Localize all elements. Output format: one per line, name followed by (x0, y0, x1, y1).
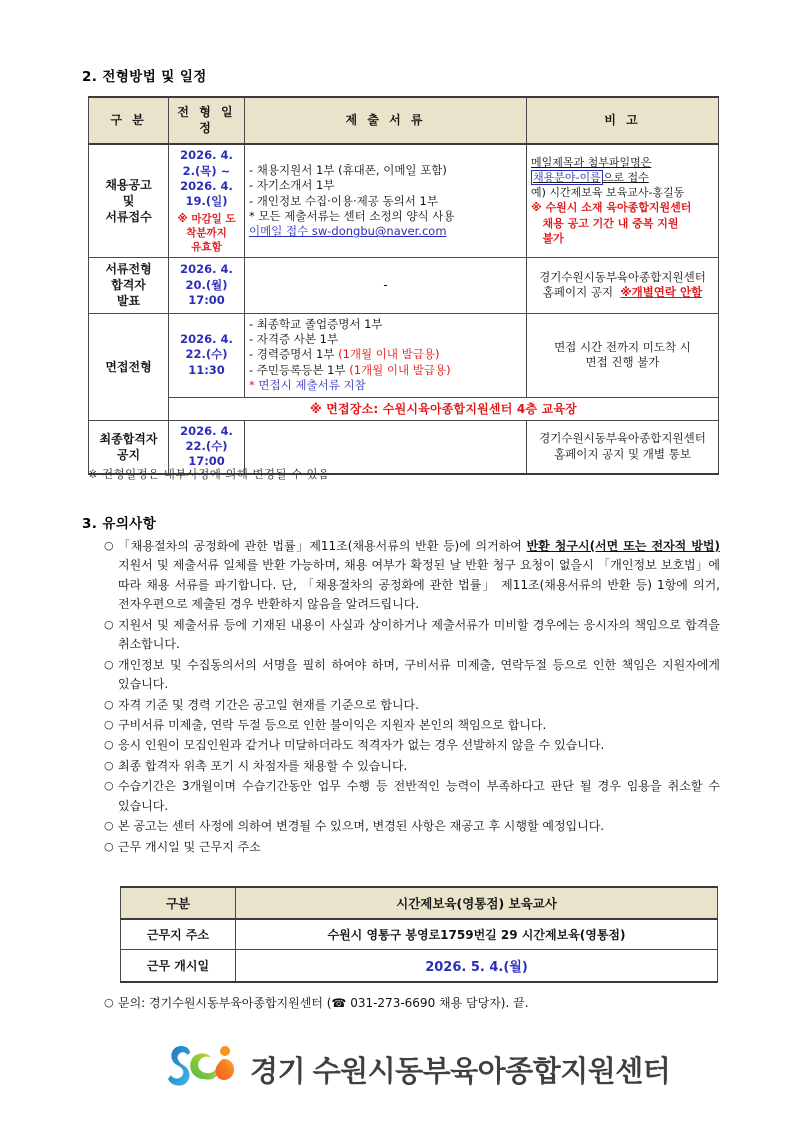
circle-bullet-icon: ○ (104, 617, 114, 631)
list-item (104, 736, 720, 755)
cell-category (89, 258, 169, 313)
interview-bring-note: 면접시 제출서류 지참 (258, 378, 366, 393)
cell-documents (245, 144, 527, 258)
selection-schedule-table (88, 96, 719, 475)
table-header-row (89, 97, 719, 144)
cell-schedule (169, 144, 245, 258)
schedule-deadline-warning: ※ 마감일 도착분까지 유효함 (177, 212, 236, 254)
circle-bullet-icon: ○ (104, 819, 114, 833)
notice-pre: 「채용절차의 공정화에 관한 법률」제11조(채용서류의 반환 등)에 의거하여 (118, 539, 527, 553)
remark-boxed-tag: 채용분야-이름 (533, 170, 601, 184)
category-line-1: 채용공고 (105, 178, 152, 193)
notice-text: 지원서 및 제출서류 등에 기재된 내용이 사실과 상이하거나 제출서류가 미비할 경우에는 응시자의 책임으로 합격을 취소합니다. (118, 617, 720, 652)
circle-bullet-icon: ○ (104, 779, 114, 793)
logo-person-body (216, 1059, 235, 1080)
document-item (249, 378, 522, 393)
category-line-2: 합격자 (111, 278, 146, 293)
document-note: (1개월 이내 발급용) (349, 362, 451, 377)
logo-person-head (220, 1046, 230, 1056)
remark-line-2: 채용분야-이름 으로 접수 (533, 170, 649, 184)
notice-text (118, 537, 720, 615)
notice-post: 지원서 및 제출서류 일체를 반환 가능하며, 채용 여부가 확정된 날 반환 청구 요청이 없을시 「개인정보 보호법」에 따라 채용 서류를 파기합니다. 단, 「채용절차의 공정화에 관한 법률」 제11조(채용서류의 반환 등) 1항에 의거, 전자우편으로 제출된 경우 반환하지 않음을 알려드립니다. (118, 558, 720, 612)
cell-schedule (169, 313, 245, 397)
document-item: * 모든 제출서류는 센터 소정의 양식 사용 (249, 208, 455, 223)
notice-text: 최종 합격자 위촉 포기 시 차점자를 채용할 수 있습니다. (118, 758, 408, 773)
contact-text (118, 994, 529, 1011)
list-item (104, 838, 720, 857)
col-header-documents: 제 출 서 류 (245, 97, 527, 144)
logo-text: 경기 수원시동부육아종합지원센터 (250, 1055, 671, 1088)
table-row (89, 313, 719, 397)
category-line-3: 발표 (116, 294, 141, 309)
remark-line-3: 예) 시간제보육 보육교사-홍길동 (531, 185, 685, 199)
notice-emphasis: 반환 청구시(서면 또는 전자적 방법) (526, 539, 720, 553)
cell-schedule (169, 258, 245, 313)
table-header-row (121, 887, 718, 919)
category-line-1: 최종합격자 (99, 431, 158, 446)
schedule-date: 2026. 4. 22.(수) (180, 331, 233, 362)
remark-line-1: 경기수원시동부육아종합지원센터 (539, 431, 706, 446)
list-item (104, 537, 720, 615)
table-row (89, 258, 719, 313)
schedule-date: 2026. 4. 22.(수) (180, 423, 233, 454)
notice-text: 구비서류 미제출, 연락 두절 등으로 인한 불이익은 지원자 본인의 책임으로 합니다. (118, 717, 547, 732)
row-label-work-address: 근무지 주소 (121, 919, 236, 950)
row-label-start-date: 근무 개시일 (121, 950, 236, 983)
col-header-remarks: 비 고 (527, 97, 719, 144)
document-item: - 주민등록등본 1부 (1개월 이내 발급용) (249, 362, 451, 377)
document-item: - 개인정보 수집·이용·제공 동의서 1부 (249, 193, 438, 208)
cell-documents (245, 313, 527, 397)
category-line-3: 서류접수 (105, 210, 152, 225)
list-item (104, 817, 720, 836)
remark-line-2: 면접 진행 불가 (585, 355, 660, 370)
section-heading-notices: 3. 유의사항 (82, 516, 157, 532)
col-header-schedule: 전 형 일 정 (169, 97, 245, 144)
document-item: - 자격증 사본 1부 (249, 331, 339, 346)
row-value-work-address: 수원시 영통구 봉영로1759번길 29 시간제보육(영통점) (236, 919, 718, 950)
circle-bullet-icon: ○ (104, 738, 114, 752)
list-item (104, 616, 720, 655)
circle-bullet-icon: ○ (104, 758, 114, 772)
document-item: - 채용지원서 1부 (휴대폰, 이메일 포함) (249, 162, 447, 177)
remark-line-2: 홈페이지 공지 ※개별연락 안함 (542, 285, 703, 300)
center-logo (168, 1043, 670, 1095)
table-row (89, 397, 719, 420)
remark-line-1: 경기수원시동부육아종합지원센터 (539, 270, 706, 284)
email-submission-link[interactable]: 이메일 접수 sw-dongbu@naver.com (249, 224, 447, 239)
schedule-time: 17:00 (188, 454, 225, 469)
contact-prefix: 문의: 경기수원시동부육아종합지원센터 ( (118, 996, 332, 1010)
schedule-time: 17:00 (188, 293, 225, 308)
table-row (121, 950, 718, 983)
category-label: 면접전형 (105, 359, 152, 374)
sco-logo-icon (168, 1043, 242, 1095)
schedule-time: 11:30 (188, 362, 225, 377)
contact-line (104, 994, 529, 1012)
remark-no-individual-contact: ※개별연락 안함 (620, 285, 703, 300)
circle-bullet-icon: ○ (104, 697, 114, 711)
section-heading-schedule: 2. 전형방법 및 일정 (82, 69, 207, 85)
document-item: - 최종학교 졸업증명서 1부 (249, 316, 383, 331)
notice-text: 본 공고는 센터 사정에 의하여 변경될 수 있으며, 변경된 사항은 재공고 후 시행할 예정입니다. (118, 819, 605, 834)
schedule-date-start: 2026. 4. 2.(목) ~ (180, 148, 233, 178)
col-header-position: 시간제보육(영통점) 보육교사 (236, 887, 718, 919)
remark-line-1: 면접 시간 전까지 미도착 시 (554, 339, 691, 354)
circle-bullet-icon: ○ (104, 539, 114, 552)
cell-interview-venue: ※ 면접장소: 수원시육아종합지원센터 4층 교육장 (169, 397, 719, 420)
work-info-table (120, 886, 718, 983)
contact-phone: 031-273-6690 채용 담당자). (346, 996, 510, 1010)
schedule-date: 2026. 4. 20.(월) (180, 262, 233, 292)
list-item (104, 777, 720, 816)
table-row (121, 919, 718, 950)
contact-end: 끝. (509, 996, 529, 1010)
notice-text: 응시 인원이 모집인원과 같거나 미달하더라도 적격자가 없는 경우 선발하지 않을 수 있습니다. (118, 738, 605, 753)
list-item (104, 696, 720, 715)
list-item (104, 716, 720, 735)
remark-line-2: 홈페이지 공지 및 개별 통보 (554, 446, 691, 461)
list-item (104, 757, 720, 776)
asterisk-icon: * (249, 378, 255, 393)
notice-text-work-info: 근무 개시일 및 근무지 주소 (118, 839, 261, 854)
schedule-date-end: 2026. 4. 19.(일) (180, 178, 233, 209)
document-note: (1개월 이내 발급용) (338, 347, 440, 362)
category-line-2: 및 (122, 194, 135, 209)
notice-text: 수습기간은 3개월이며 수습기간동안 업무 수행 등 전반적인 능력이 부족하다고 판단 될 경우 임용을 취소할 수 있습니다. (118, 779, 720, 813)
col-header-category: 구분 (121, 887, 236, 919)
notice-list (104, 537, 720, 858)
phone-icon: ☎ (331, 996, 347, 1010)
col-header-category: 구 분 (89, 97, 169, 144)
cell-documents: - (245, 258, 527, 313)
document-item: - 자기소개서 1부 (249, 178, 335, 193)
category-line-2: 공지 (116, 447, 141, 462)
circle-bullet-icon: ○ (104, 717, 114, 731)
notice-text: 개인정보 및 수집동의서의 서명을 필히 하여야 하며, 구비서류 미제출, 연락두절 등으로 인한 책임은 지원자에게 있습니다. (118, 657, 720, 692)
circle-bullet-icon: ○ (104, 996, 114, 1009)
logo-s-shape (168, 1046, 190, 1086)
notice-text: 자격 기준 및 경력 기간은 공고일 현재를 기준으로 합니다. (118, 697, 419, 712)
cell-remarks (527, 144, 719, 258)
list-item (104, 656, 720, 695)
cell-remarks (527, 420, 719, 474)
cell-category (89, 313, 169, 420)
schedule-footnote: ※ 전형일정은 내부사정에 의해 변경될 수 있음 (88, 467, 330, 481)
circle-bullet-icon: ○ (104, 657, 114, 671)
cell-category (89, 144, 169, 258)
cell-remarks (527, 258, 719, 313)
row-value-start-date: 2026. 5. 4.(월) (236, 950, 718, 983)
table-row (89, 144, 719, 258)
remark-red-warning: ※ 수원시 소재 육아종합지원센터 채용 공고 기간 내 중복 지원 불가 (531, 201, 692, 246)
document-item: - 경력증명서 1부 (1개월 이내 발급용) (249, 347, 440, 362)
circle-bullet-icon: ○ (104, 839, 114, 853)
category-line-1: 서류전형 (105, 262, 152, 277)
cell-remarks (527, 313, 719, 397)
remark-line-1: 메일제목과 첨부파일명은 (531, 156, 652, 170)
